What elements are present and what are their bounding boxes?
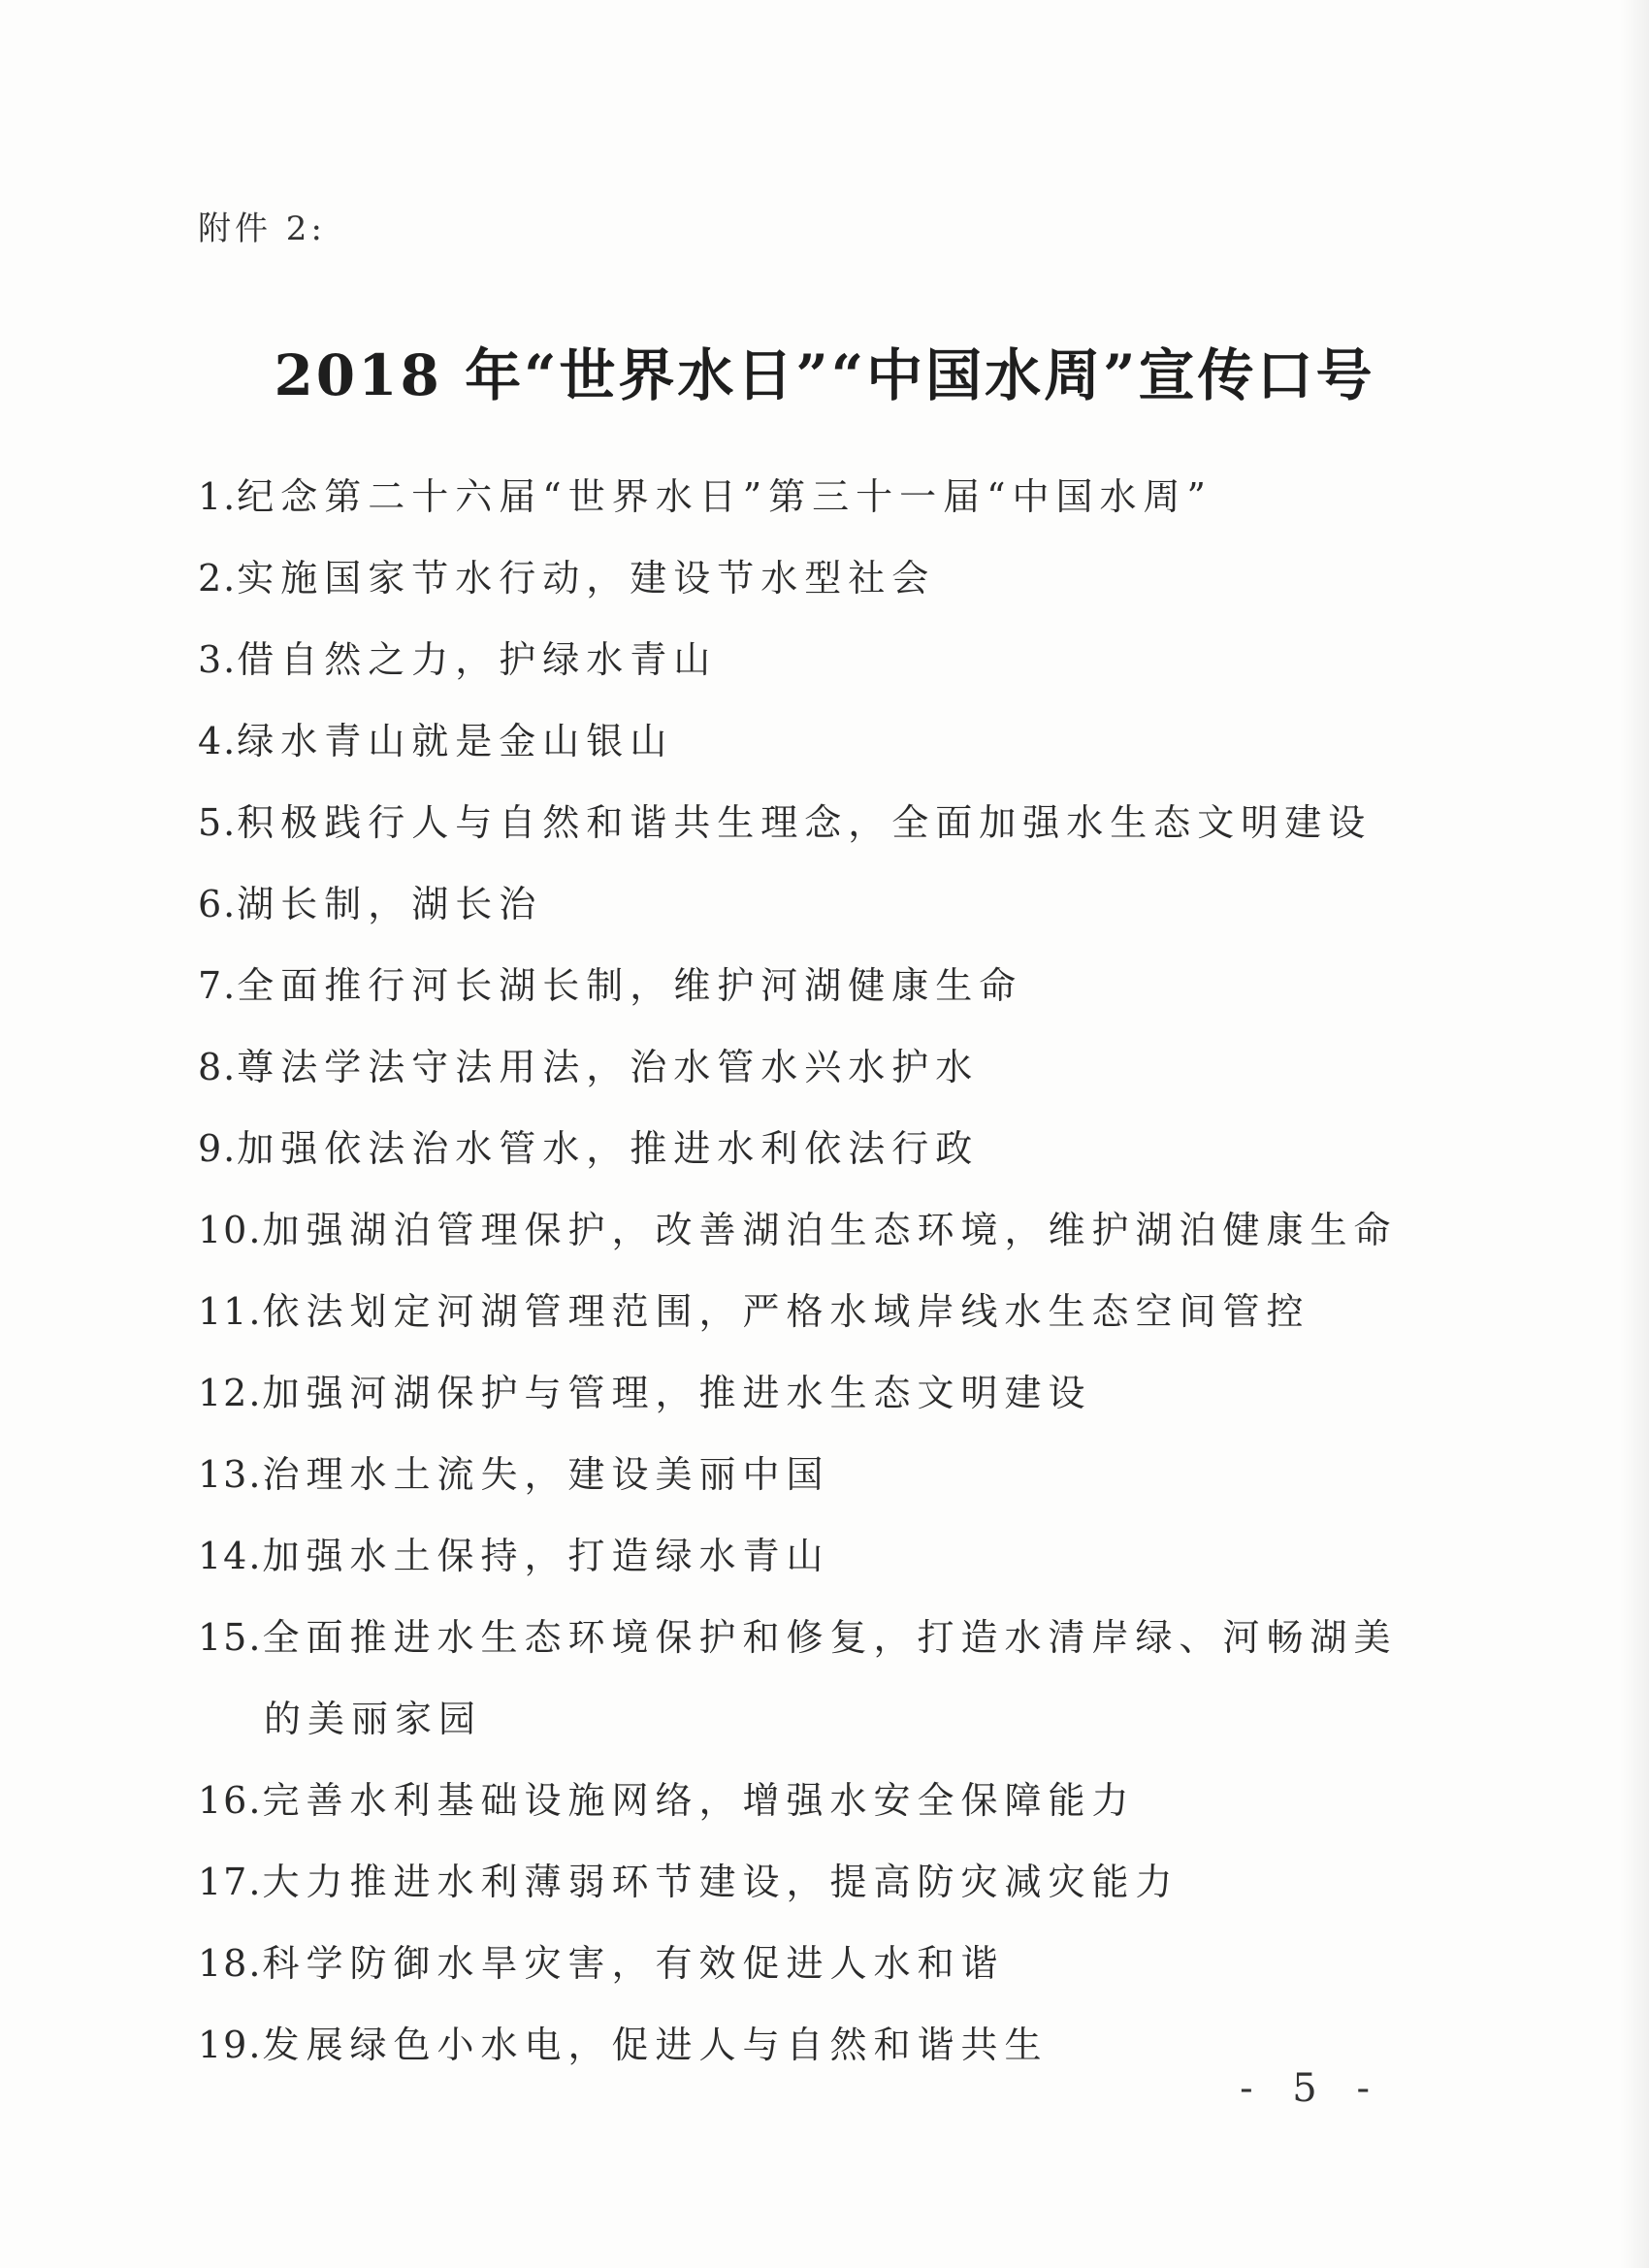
slogan-number: 12. (198, 1372, 263, 1414)
slogan-text: 全面推进水生态环境保护和修复，打造水清岸绿、河畅湖美 (262, 1616, 1398, 1659)
slogan-item (198, 945, 1401, 1026)
slogan-item (198, 782, 1401, 863)
slogan-number: 11. (198, 1290, 263, 1333)
slogan-text: 绿水青山就是金山银山 (237, 720, 674, 762)
slogan-number: 3. (198, 638, 238, 681)
slogan-text: 加强河湖保护与管理，推进水生态文明建设 (262, 1372, 1092, 1414)
slogan-number: 7. (198, 964, 238, 1007)
slogan-number: 1. (198, 475, 238, 518)
slogan-item (198, 1026, 1401, 1108)
slogan-item (198, 1515, 1401, 1597)
slogan-number: 17. (198, 1861, 263, 1903)
scan-edge-shadow (1620, 0, 1649, 2268)
slogan-text: 加强湖泊管理保护，改善湖泊生态环境，维护湖泊健康生命 (262, 1209, 1398, 1251)
slogan-item (198, 537, 1401, 619)
slogan-number: 16. (198, 1779, 263, 1822)
slogan-text: 治理水土流失，建设美丽中国 (262, 1453, 830, 1496)
slogan-item (198, 1271, 1401, 1352)
slogan-text: 科学防御水旱灾害，有效促进人水和谐 (262, 1942, 1005, 1985)
slogan-text: 完善水利基础设施网络，增强水安全保障能力 (262, 1779, 1136, 1822)
slogan-item (198, 863, 1401, 945)
slogan-number: 2. (198, 557, 238, 599)
slogan-text: 湖长制，湖长治 (237, 883, 543, 925)
slogan-text: 发展绿色小水电，促进人与自然和谐共生 (262, 2024, 1049, 2066)
slogan-text: 依法划定河湖管理范围，严格水域岸线水生态空间管控 (262, 1290, 1310, 1333)
slogan-number: 13. (198, 1453, 263, 1496)
slogan-text: 全面推行河长湖长制，维护河湖健康生命 (237, 964, 1023, 1007)
slogan-number: 10. (198, 1209, 263, 1251)
slogan-item (198, 1434, 1401, 1515)
slogan-text: 大力推进水利薄弱环节建设，提高防灾减灾能力 (262, 1861, 1180, 1903)
slogan-item (198, 1923, 1401, 2004)
slogan-item (198, 1841, 1401, 1923)
slogan-number: 19. (198, 2024, 263, 2066)
slogan-text-continuation: 的美丽家园 (264, 1698, 483, 1740)
slogan-text: 借自然之力，护绿水青山 (237, 638, 718, 681)
slogan-text: 纪念第二十六届“世界水日”第三十一届“中国水周” (237, 475, 1212, 518)
page-number: - 5 - (1240, 2066, 1383, 2111)
slogan-number: 8. (198, 1046, 238, 1088)
slogan-number: 14. (198, 1535, 263, 1577)
slogan-number: 4. (198, 720, 238, 762)
document-title: 2018 年“世界水日”“中国水周”宣传口号 (274, 342, 1375, 408)
attachment-label: 附件 2: (198, 210, 326, 248)
slogan-number: 5. (198, 801, 238, 844)
slogan-text: 实施国家节水行动，建设节水型社会 (237, 557, 936, 599)
slogan-number: 6. (198, 883, 238, 925)
slogan-number: 18. (198, 1942, 263, 1985)
slogan-number: 9. (198, 1127, 238, 1170)
slogan-text: 积极践行人与自然和谐共生理念，全面加强水生态文明建设 (237, 801, 1373, 844)
slogan-text: 加强依法治水管水，推进水利依法行政 (237, 1127, 980, 1170)
slogan-item (198, 2004, 1401, 2086)
slogan-item (198, 700, 1401, 782)
slogan-item (198, 1352, 1401, 1434)
slogan-item (198, 1108, 1401, 1189)
slogan-item (198, 1760, 1401, 1841)
slogan-text: 加强水土保持，打造绿水青山 (262, 1535, 830, 1577)
slogan-item (198, 1189, 1401, 1271)
slogan-text: 尊法学法守法用法，治水管水兴水护水 (237, 1046, 980, 1088)
slogan-item (198, 619, 1401, 700)
slogan-item (198, 1597, 1401, 1760)
slogan-list (198, 456, 1401, 2086)
slogan-item (198, 456, 1401, 537)
slogan-number: 15. (198, 1616, 263, 1659)
